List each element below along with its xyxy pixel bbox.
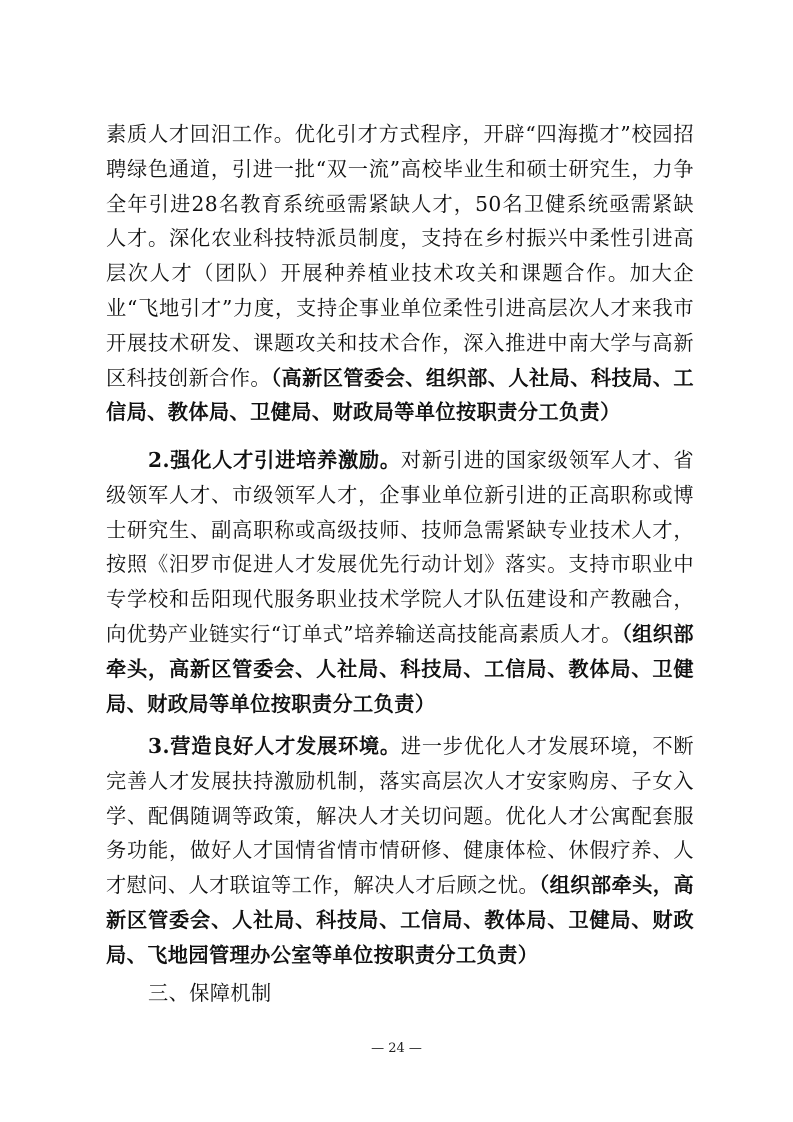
paragraph-title: 2.强化人才引进培养激励。 (148, 448, 401, 472)
paragraph-talent-incentives (106, 443, 694, 721)
section-heading: 三、保障机制 (148, 981, 272, 1005)
page-number: — 24 — (371, 1041, 422, 1056)
paragraph-title: 3.营造良好人才发展环境。 (148, 734, 401, 758)
paragraph-body-text: 素质人才回汨工作。优化引才方式程序，开辟“四海揽才”校园招聘绿色通道，引进一批“双一流”高校毕业生和硕士研究生，力争全年引进28名教育系统亟需紧缺人才，50名卫健系统亟需紧缺人才。深化农业科技特派员制度，支持在乡村振兴中柔性引进高层次人才（团队）开展种养植业技术攻关和课题合作。加大企业“飞地引才”力度，支持企事业单位柔性引进高层次人才来我市开展技术研发、课题攻关和技术合作，深入推进中南大学与高新区科技创新合作。 (106, 122, 694, 390)
paragraph-talent-return (106, 117, 694, 430)
responsibility-note: （组织部牵头，高新区管委会、人社局、科技局、工信局、教体局、卫健局、财政局等单位按职责分工负责） (106, 621, 694, 716)
responsibility-note: （组织部牵头，高新区管委会、人社局、科技局、工信局、教体局、卫健局、财政局、飞地园管理办公室等单位按职责分工负责） (106, 873, 694, 967)
paragraph-body-text: 对新引进的国家级领军人才、省级领军人才、市级领军人才，企事业单位新引进的正高职称或博士研究生、副高职称或高级技师、技师急需紧缺专业技术人才，按照《汨罗市促进人才发展优先行动计划》落实。支持市职业中专学校和岳阳现代服务职业技术学院人才队伍建设和产教融合，向优势产业链实行“订单式”培养输送高技能高素质人才。 (106, 448, 695, 646)
responsibility-note: （高新区管委会、组织部、人社局、科技局、工信局、教体局、卫健局、财政局等单位按职责分工负责） (106, 365, 694, 425)
paragraph-body-text: 进一步优化人才发展环境，不断完善人才发展扶持激励机制，落实高层次人才安家购房、子女入学、配偶随调等政策，解决人才关切问题。优化人才公寓配套服务功能，做好人才国情省情市情研修、健康体检、休假疗养、人才慰问、人才联谊等工作，解决人才后顾之忧。 (106, 734, 695, 898)
paragraph-talent-environment (106, 729, 694, 973)
